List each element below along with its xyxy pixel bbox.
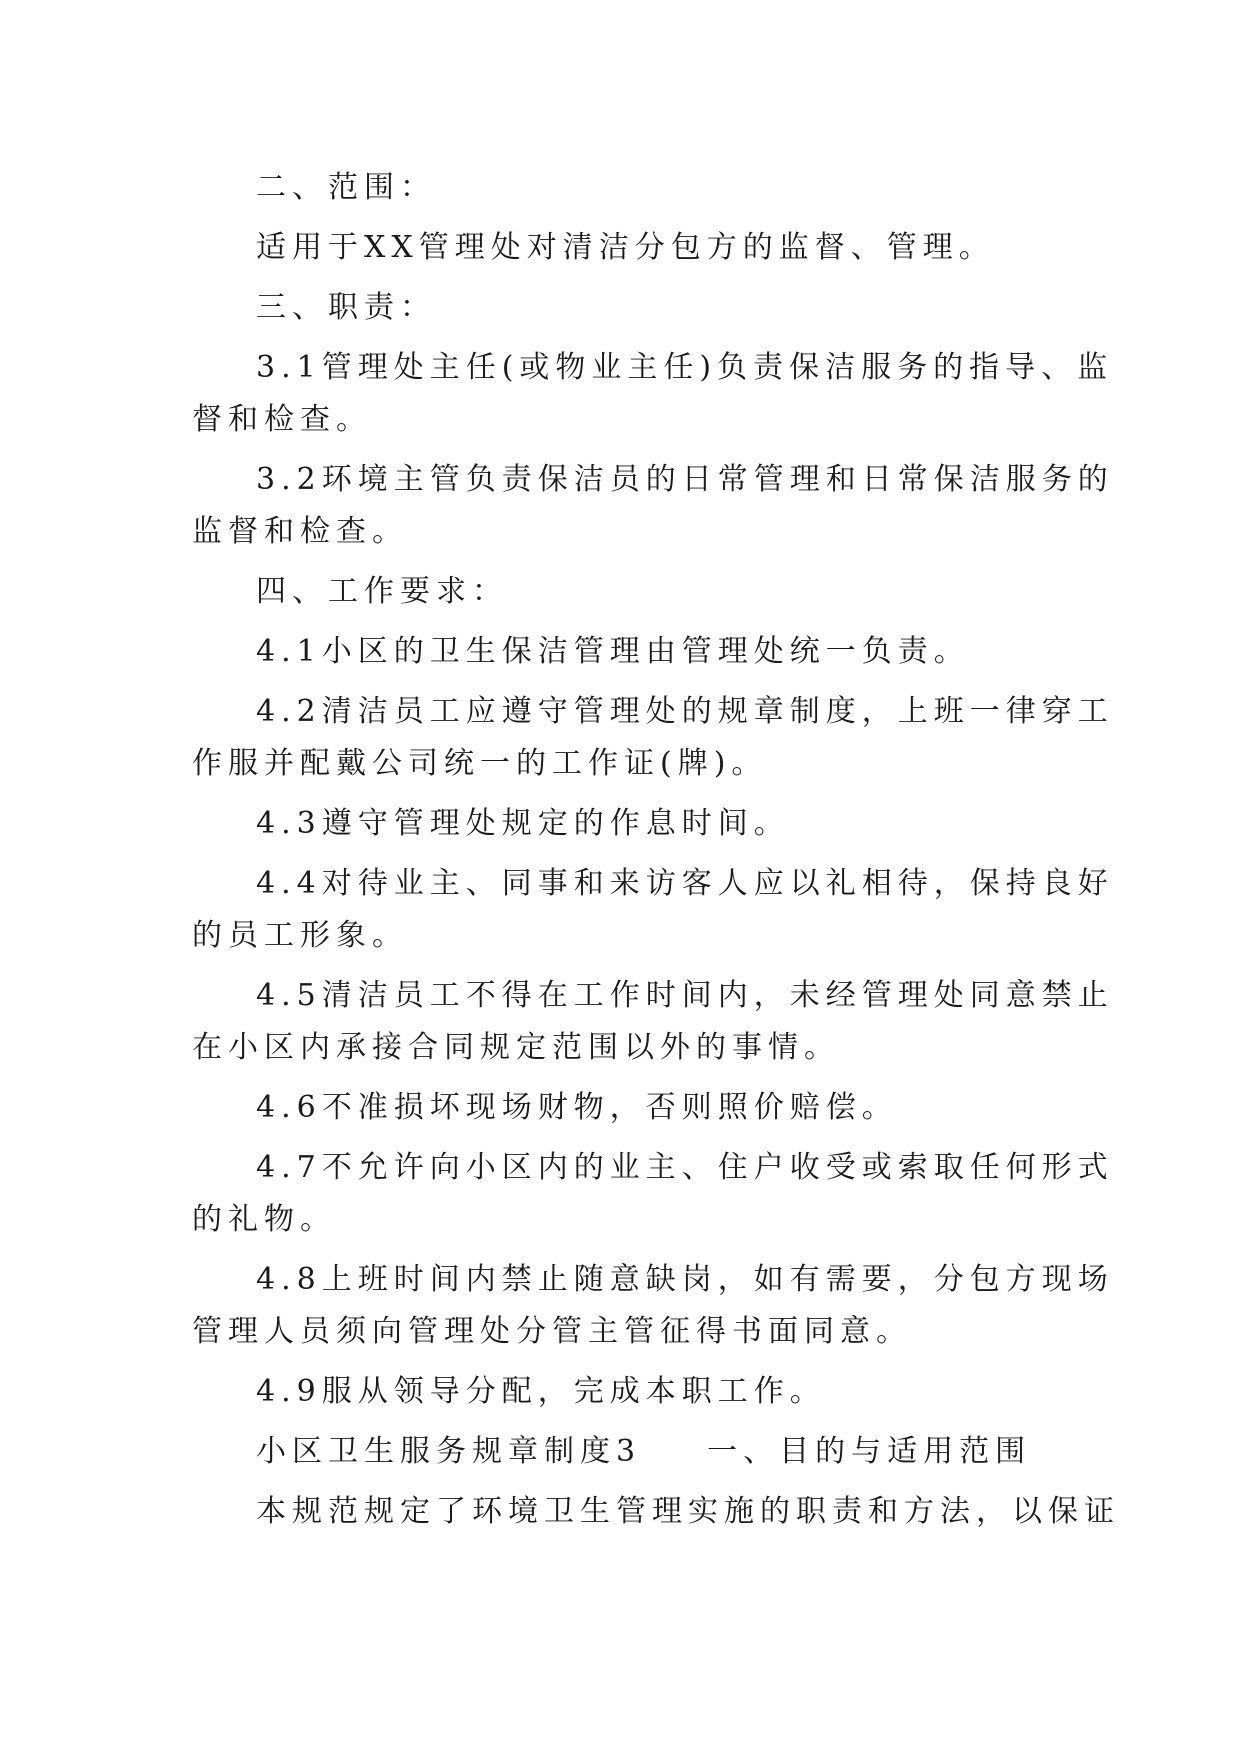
paragraph: 4.2清洁员工应遵守管理处的规章制度，上班一律穿工	[256, 694, 1114, 729]
paragraph-continuation: 的礼物。	[192, 1202, 336, 1237]
paragraph: 3.2环境主管负责保洁员的日常管理和日常保洁服务的	[256, 462, 1114, 497]
paragraph: 4.6不准损坏现场财物，否则照价赔偿。	[256, 1090, 898, 1125]
paragraph: 4.7不允许向小区内的业主、住户收受或索取任何形式	[256, 1150, 1114, 1185]
paragraph: 适用于XX管理处对清洁分包方的监督、管理。	[256, 230, 995, 265]
paragraph: 4.3遵守管理处规定的作息时间。	[256, 806, 790, 841]
paragraph: 本规范规定了环境卫生管理实施的职责和方法，以保证	[256, 1494, 1120, 1529]
section3-title: 小区卫生服务规章制度3	[256, 1434, 642, 1469]
paragraph: 4.1小区的卫生保洁管理由管理处统一负责。	[256, 634, 970, 669]
section-heading-scope: 二、范围：	[256, 170, 436, 205]
paragraph-continuation: 的员工形象。	[192, 918, 408, 953]
section3-heading: 一、目的与适用范围	[707, 1434, 1032, 1469]
paragraph-continuation: 督和检查。	[192, 402, 372, 437]
paragraph: 3.1管理处主任(或物业主任)负责保洁服务的指导、监	[256, 350, 1114, 385]
paragraph: 4.9服从领导分配，完成本职工作。	[256, 1374, 826, 1409]
paragraph: 4.8上班时间内禁止随意缺岗，如有需要，分包方现场	[256, 1262, 1114, 1297]
section-heading-requirements: 四、工作要求：	[256, 574, 508, 609]
paragraph: 4.5清洁员工不得在工作时间内，未经管理处同意禁止	[256, 978, 1114, 1013]
paragraph-continuation: 管理人员须向管理处分管主管征得书面同意。	[192, 1314, 912, 1349]
paragraph-continuation: 作服并配戴公司统一的工作证(牌)。	[192, 746, 768, 781]
section3-title-line	[256, 1432, 1116, 1472]
paragraph-continuation: 在小区内承接合同规定范围以外的事情。	[192, 1030, 840, 1065]
paragraph-continuation: 监督和检查。	[192, 514, 408, 549]
paragraph: 4.4对待业主、同事和来访客人应以礼相待，保持良好	[256, 866, 1114, 901]
section-heading-duties: 三、职责：	[256, 290, 436, 325]
